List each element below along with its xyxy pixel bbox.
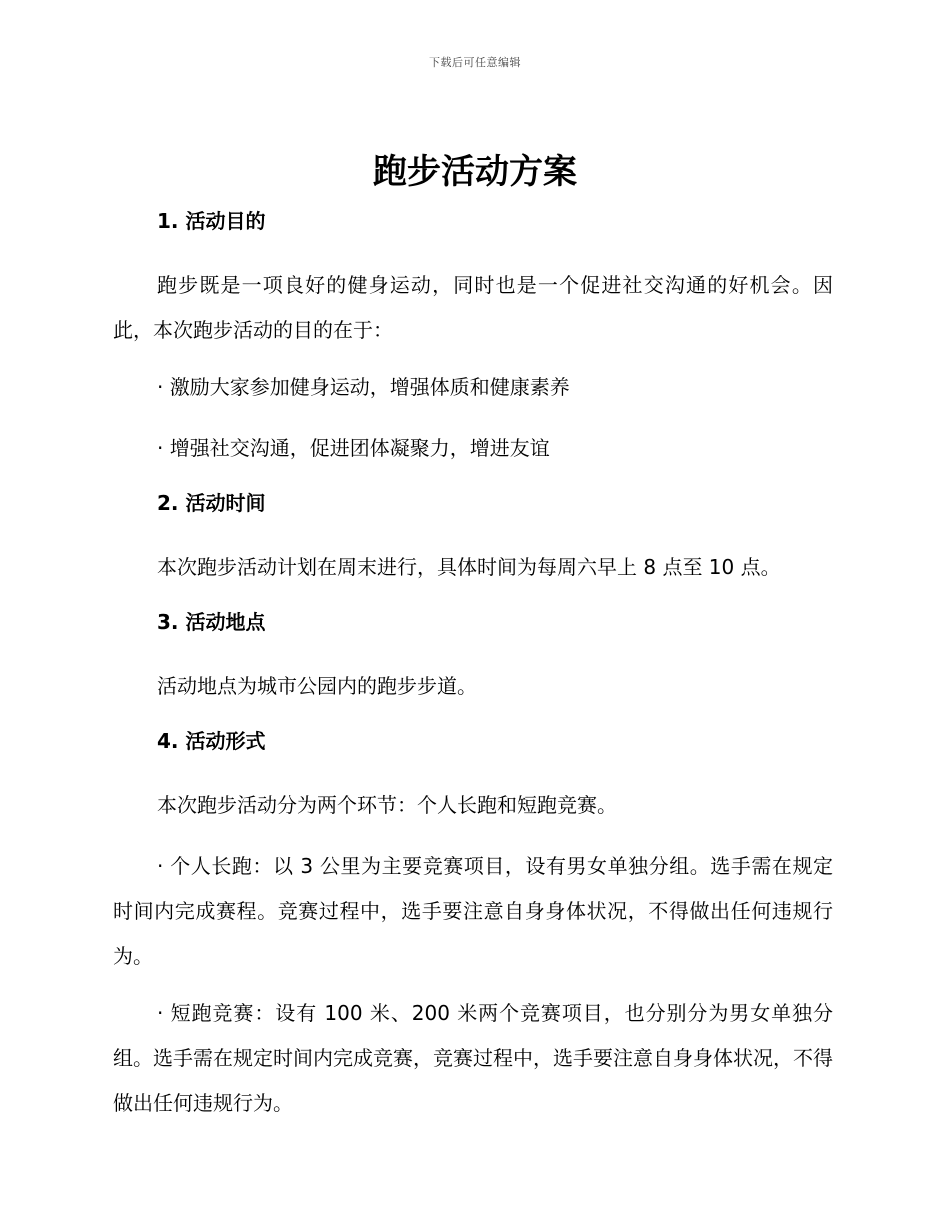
page-header-note: 下载后可任意编辑 <box>429 56 521 69</box>
paragraph: 跑步既是一项良好的健身运动，同时也是一个促进社交沟通的好机会。因此，本次跑步活动的目的在于： <box>113 273 833 342</box>
bullet-item: · 个人长跑：以 3 公里为主要竞赛项目，设有男女单独分组。选手需在规定时间内完成赛程。竞赛过程中，选手要注意自身身体状况，不得做出任何违规行为。 <box>113 854 833 968</box>
bullet-item: · 激励大家参加健身运动，增强体质和健康素养 <box>157 375 570 399</box>
paragraph: 本次跑步活动分为两个环节：个人长跑和短跑竞赛。 <box>157 793 617 817</box>
section-heading: 4. 活动形式 <box>157 729 266 753</box>
section-heading: 1. 活动目的 <box>157 209 266 233</box>
section-heading: 2. 活动时间 <box>157 491 266 515</box>
section-format <box>113 725 833 1126</box>
section-location <box>113 606 833 709</box>
bullet-item: · 增强社交沟通，促进团体凝聚力，增进友谊 <box>157 436 550 460</box>
paragraph: 活动地点为城市公园内的跑步步道。 <box>157 674 477 698</box>
section-purpose <box>113 205 833 471</box>
document-title: 跑步活动方案 <box>373 152 577 192</box>
document-body <box>113 205 833 1138</box>
paragraph: 本次跑步活动计划在周末进行，具体时间为每周六早上 8 点至 10 点。 <box>157 555 781 579</box>
section-heading: 3. 活动地点 <box>157 610 266 634</box>
section-time <box>113 487 833 590</box>
bullet-item: · 短跑竞赛：设有 100 米、200 米两个竞赛项目，也分别分为男女单独分组。选手需在规定时间内完成竞赛，竞赛过程中，选手要注意自身身体状况，不得做出任何违规行为。 <box>113 1001 833 1115</box>
